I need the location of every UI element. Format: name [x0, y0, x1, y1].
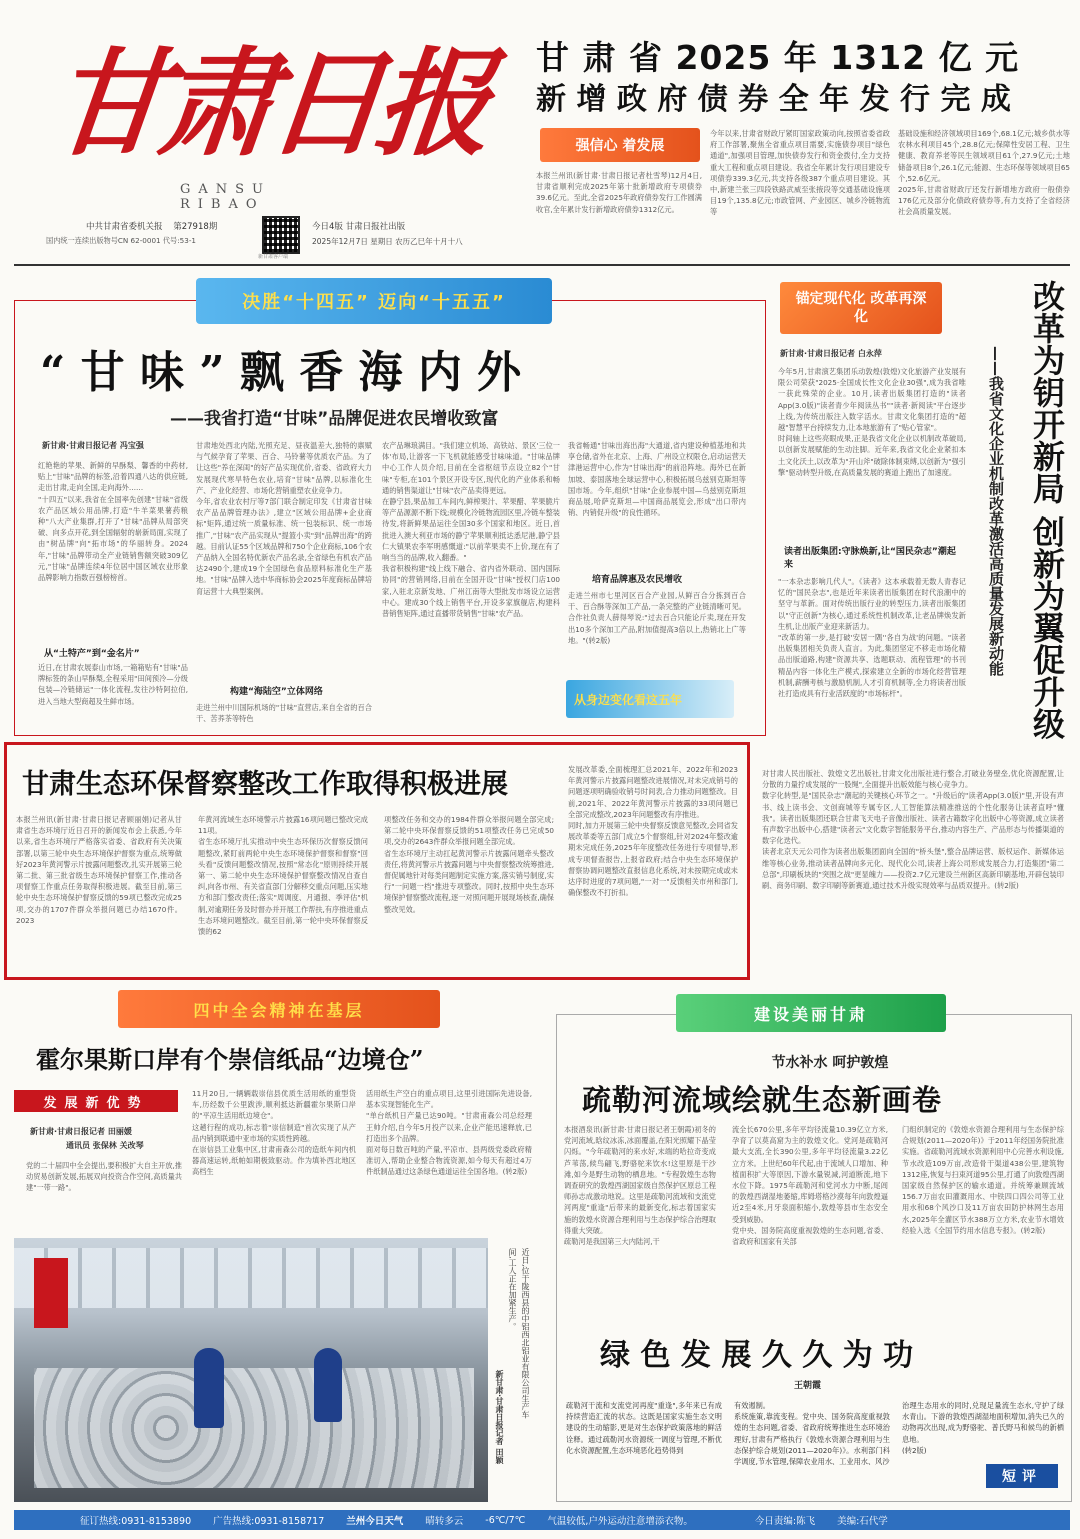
footer-designer: 美编:石代学 — [837, 1516, 888, 1527]
horgos-banner: 四中全会精神在基层 — [118, 990, 440, 1028]
reform-tag: 锚定现代化 改革再深化 — [780, 282, 942, 334]
photo-window-band — [14, 1248, 488, 1308]
eco-col3: 项整改任务和交办的1984件群众举报问题全部完成;第二轮中央环保督察反馈的51项整改任务已完成50项,交办的2643件群众举报问题全部完成。 省生态环境厅主动扛起黄河警示片披露问题牵头整改责任,将黄河警示片披露问题与中央督察整改统筹推进,督促属地针对每类问题制定实施方案,落实销号制度,实行"一问题一档"推进专项整改。同时,按照中央生态环境保护督察整改流程,逐一对照问题开展现场核查,确保整改见效。 — [384, 815, 554, 914]
eco-col4: 发展改革委,全面梳理汇总2021年、2022年和2023年黄河警示片披露问题整改进展情况,对未完成销号的问题逐项明确验收销号时间表,合力推动问题整改。目前,2021年、2022年黄河警示片披露的33项问题已全部完成整改,2023年问题整改有序推进。 同时,加力开展第三轮中央督察反馈意见整改,会同省发展改革委等五部门成立5个督察组,针对2024年整改逾期未完成任务,2025年年度整改任务进行专项督导,形成专项督查报告,上报省政府;结合中央生态环境保护督察协调问题整改直报信息化系统,对未按期完成或未达序时进度的7项问题,"一对一"反馈相关市州和部门,确保整改不打折扣。 — [568, 765, 738, 898]
ganwei-col1b: 近日,在甘肃农展泰山市场,一箱箱贴有"甘味"品牌标签的条山早酥梨,全程采用"田间预冷—分级包装—冷链储运"一体化流程,发往沙特阿拉伯,进入当地大型商超及生鲜市场。 — [38, 663, 188, 706]
masthead-issue: 第27918期 — [173, 222, 218, 232]
ganwei-col4: 我省畅通"甘味出海出海"大通道,省内建设种植基地和共享仓储,省外在北京、上海、广州设立权限仓,启动运营天津港运营中心,作为"甘味出海"的前沿阵地。海外已在新加坡、泰国落地全球运营中心,积极拓展乌兹别克斯坦等国市场。今年,组织"甘味"企业参展中国—乌兹别克斯坦商品展,哈萨克斯坦—中国商品展览会,形成"出口带内销、内销促升级"的良性循环。 — [568, 441, 746, 518]
horgos-tag: 发展新优势 — [14, 1090, 178, 1112]
shule-col2: 流全长670公里,多年平均径流量10.39亿立方米,孕育了以莫高窟为主的敦煌文化。党河是疏勒河最大支流,全长390公里,多年平均径流量3.22亿立方米。上世纪60年代起,由于流域人口增加、种植面积扩大等原因,下游水量锐减,河道断流,地下水位下降。1975年疏勒河和党河水力中断,尾闾的敦煌西湖湿地萎缩,库姆塔格沙漠每年向敦煌逼近2至4米,月牙泉面积缩小,敦煌等县市生态安全受到威胁。 党中央、国务院高度重视敦煌的生态问题,省委、省政府和国家有关部 — [732, 1125, 888, 1247]
lead-col3: 基础设施和经济领域项目169个,68.1亿元;城乡供水等农林水利项目45个,28.8亿元;保障性安居工程、卫生健康、教育养老等民生领域项目61个,27.9亿元;土地储备项目8个,26.1亿元;能源、生态环保等领域项目65个,52.6亿元。 2025年,甘肃省财政厅还发行新增地方政府一般债券176亿元及部分化债政府债券等,有力支持了全省经济社会高质量发展。 — [898, 129, 1070, 217]
horgos-col2: 11月20日,一辆辆载崇信县优质生活用纸的重型货车,历经数千公里跋涉,顺利抵达新疆霍尔果斯口岸的"平凉生活用纸边境仓"。 这趟行程的成功,标志着"崇信制造"首次实现了从产品内销到联通中亚市场的实质性跨越。 在崇信县工业集中区,甘肃甫森公司的造纸车间内机器高速运转,纸帕如期极致驱动。作为填补西北地区高档生 — [192, 1089, 356, 1177]
green-col2: 有效遏制。 系统施策,靠流变程。党中央、国务院高度重视敦煌的生态问题,省委、省政府统筹推进生态环境治理好,甘肃有严格执行《敦煌水资源合理利用与生态保护综合规划(2011—2020年)》。水利部门科学调度,节水管理,保障农业用水、工业用水、风沙 — [734, 1401, 890, 1467]
ganwei-byline: 新甘肃·甘肃日报记者 冯宝强 — [42, 441, 144, 450]
photo-aluminum-rolls — [34, 1368, 474, 1488]
shule-kicker: 节水补水 呵护敦煌 — [771, 1055, 889, 1071]
masthead-logo: 甘肃日报 — [44, 36, 492, 172]
reform-col-a-sub: 读者出版集团:守脉焕新,让“国民杂志”潮起来 — [784, 547, 956, 570]
footer-weather-tip: 气温较低,户外运动注意增添衣物。 — [547, 1516, 693, 1527]
green-byline: 王朝霞 — [794, 1381, 822, 1391]
footer-weather-label: 兰州今日天气 — [346, 1516, 404, 1527]
eco-col1: 本报兰州讯(新甘肃·甘肃日报记者顾丽娟)记者从甘肃省生态环境厅近日召开的新闻发布会上获悉,今年以来,省生态环境厅严格落实省委、省政府有关决策部署,以第三轮中央生态环境保护督察为重点,统筹做好2023年黄河警示片披露问题整改,扎实开展第三轮第二批、第三批省级生态环境保护督察工作,推动各项督察工作重点任务取得积极进展。截至目前,第三轮中央生态环境保护督察反馈的59项已整改完成25项,交办的1707件群众举报问题已办结1670件。2023 — [16, 815, 182, 925]
shule-banner: 建设美丽甘肃 — [676, 994, 946, 1032]
factory-photo — [14, 1238, 488, 1502]
photo-credit: 新甘肃·甘肃日报记者 田颖 — [495, 1370, 504, 1464]
ganwei-col2-sub: 构建“海陆空”立体网络 — [230, 687, 323, 697]
ganwei-col1: 红艳艳的苹果、新鲜的早酥梨、馨香的中药材,贴上"甘味"品牌的标签,沿着四通八达的供应链,走出甘肃,走向全国,走向海外…… "十四五"以来,我省在全国率先创建"甘味"省级农产品区域公用品牌,打造"牛羊菜果薯药粮种"八大产业集群,打开了"甘味"品牌从局部突破、向多点开花,到全国辐射的崭新局面,实现了由"树品牌"向"拓市场"的华丽转身。2024年,"甘味"品牌带动全产业链销售额突破309亿元,"甘味"品牌连续4年位居中国区域农业形象品牌影响力指数百强榜榜首。 — [38, 461, 188, 583]
footer-subscribe: 征订热线:0931-8153890 — [80, 1516, 192, 1527]
footer-editor: 今日责编:陈飞 — [754, 1516, 816, 1527]
horgos-col1: 党的二十届四中全会提出,要积极扩大自主开放,推动贸易创新发展,拓展双向投资合作空间,高质量共建"一带一路"。 — [26, 1161, 182, 1193]
photo-tag-train — [566, 680, 734, 718]
photo-worker-2 — [314, 1348, 342, 1422]
lead-col2: 今年以来,甘肃省财政厅紧盯国家政策动向,按照省委省政府工作部署,聚焦全省重点项目需要,实施债券项目"绿色通道",加强项目管理,加快债券发行和资金拨付,全力支持重大工程和重点项目建设。我省全年累计发行项目建设专项债券339.3亿元,共支持各级387个重点项目建设。其中,新建兰张三四段铁路武威至张掖段等交通基础设施项目19个,135.8亿元;市政管网、产业园区、城乡冷链物流等 — [710, 129, 890, 217]
masthead-date: 2025年12月7日 星期日 农历乙巳年十月十八 — [312, 237, 463, 246]
footer-ads: 广告热线:0931-8158717 — [213, 1516, 325, 1527]
eco-col2: 年黄河流域生态环境警示片披露16项问题已整改完成11项。 省生态环境厅扎实推动中央生态环保历次督察反馈问题整改,紧盯前两轮中央生态环境保护督察和督察"回头看"反馈问题整改情况,按照"常态化"原则持续开展第一、第二轮中央生态环境保护督察整改情况自查自纠,向各市州、有关省直部门分解移交重点问题,压实地方和部门整改责任;落实"周调度、月通报、季评估"机制,对逾期任务及时督办并开展工作帮扶,有序推进重点生态环境问题整改。截至目前,第一轮中央环保督察反馈的62 — [198, 815, 368, 937]
reform-vertical-sub: ——我省文化企业机制改革激活高质量发展新动能 — [987, 346, 1005, 676]
horgos-col3: 活用纸生产空白的重点项目,这里引进国际先进设备,基本实现智能化生产。 "单台纸机日产量已达90吨。"甘肃甫森公司总经理王帅介绍,自今年5月投产以来,企业产能迅速释放,已打造出多个品牌。 面对每日数百吨的产量,平凉市、县两级党委政府精准切入,帮助企业整合物流资源,如今每天有超过4万件纸制品通过这条绿色通道运往全国各地。(转2版) — [366, 1089, 532, 1177]
footer-weather: 晴转多云 — [425, 1516, 464, 1527]
ganwei-col3: 农产品琳琅满目。"我们建立机场、高铁站、景区'三位一体'布局,让游客一下飞机就能感受甘味味道。"甘味品牌中心工作人员介绍,目前在全省枢纽节点设立82个"甘味"专柜,在101个景区开设专区,现代化的产业体系和畅通的销售渠道让"甘味"农产品卖得更远。 在静宁县,果品加工车间内,鲜榨果汁、苹果醋、苹果脆片等产品源源不断下线;规模化冷链物流园区里,冷链车整装待发,将新鲜果品运往全国30多个国家和地区。近日,首批进入澳大利亚市场的静宁苹果顺利抵达悉尼港,静宁县仁大镇果农李军明感慨道:"以前苹果卖不上价,现在有了响当当的品牌,收入翻番。" 我省积极构建"线上线下融合、省内省外联动、国内国际协同"的营销网络,目前在全国开设"甘味"授权门店100家,入驻北京新发地、广州江南等大型批发市场设立运营中心。建成30个线上销售平台,开设多家旗舰店,构建科普销售矩阵,通过直播带货销售"甘味"农产品。 — [382, 441, 560, 619]
section-banner: 决胜“十四五” 迈向“十五五” — [196, 278, 552, 324]
green-col1: 疏勒河干流和支流党河再度"重逢",多年来已有成持续营造汇流的状态。这既是国家实施生态文明建设的生动缩影,更是对生态保护政策落地的鲜活诠释。通过疏勒河水资源统一调度与管理,不断优化水资源配置,生态环境恶化趋势得到 — [566, 1401, 722, 1455]
masthead-divider — [14, 264, 1070, 266]
qr-caption: 新甘肃客户端 — [258, 254, 289, 260]
ganwei-col2: 甘肃地处西北内陆,光照充足、昼夜温差大,独特的禀赋与气候孕育了苹果、百合、马铃薯等优质农产品。为了让这些"养在深闺"的好产品实现优价,省委、省政府大力发展现代寒旱特色农业,培育"甘味"品牌,以标准化生产、产业化经营、市场化营销重塑农业竞争力。 今年,省农业农村厅等7部门联合制定印发《甘肃省甘味农产品品牌管理办法》,建立"区域公用品牌+企业商标"矩阵,通过统一质量标准、统一包装标识、统一市场推广,"甘味"农产品实现从"提篮小卖"到"品牌出海"的跨越。目前认证55个区域品牌和750个企业商标,106个农产品纳入全国名特优新农产品名录,全省绿色有机农产品达2490个,建成19个全国绿色食品原料标准化生产基地。"甘味"品牌入选中华商标协会2025年度商标品牌培育运营十大典型案例。 — [196, 441, 372, 596]
masthead-pinyin: GANSU RIBAO — [180, 182, 272, 212]
footer-temp: -6℃/7℃ — [485, 1514, 526, 1526]
horgos-headline: 霍尔果斯口岸有个崇信纸品“边境仓” — [36, 1045, 424, 1074]
masthead-org: 中共甘肃省委机关报 — [86, 222, 163, 232]
masthead-edition: 今日4版 甘肃日报社出版 — [312, 222, 406, 232]
lead-headline-2: 新 增 政 府 债 券 全 年 发 行 完 成 — [536, 82, 1011, 117]
qr-code — [262, 216, 300, 254]
shule-col3: 门组织制定的《敦煌水资源合理利用与生态保护综合规划(2011—2020年)》于2011年经国务院批准实施。省疏勒河流域水资源利用中心完善水利设施,节水改造109万亩,改造骨干渠道438公里,建筑物1312座,恢复与扫束河道95公里,打通了向敦煌西湖国家级自然保护区的输水通道。并统筹兼顾流域156.7万亩农田灌溉用水、中铁四口四公司等工业用水和68个风沙口及11万亩农田防护林网生态用水,2025年全灌区节水388万立方米,农业节水增效经验入选《全国节约用水信息专报》。(转2版) — [902, 1125, 1064, 1235]
ganwei-col4b: 走进兰州市七里河区百合产业园,从鲜百合分拣到百合干、百合酥等深加工产品,一条完整的产业链清晰可见。合作社负责人薛得琴说:"过去百合只能论斤卖,现在开发出10多个深加工产品,附加值提高3倍以上,热销北上广等地。"(转2版) — [568, 591, 746, 645]
photo-worker — [194, 1348, 224, 1428]
masthead — [0, 0, 1080, 262]
horgos-byline1: 新甘肃·甘肃日报记者 田丽媛 — [30, 1127, 132, 1136]
ganwei-col2b: 走进兰州中川国际机场的"甘味"直营店,来自全省的百合干、苦荞茶等特色 — [196, 703, 372, 724]
reform-byline: 新甘肃·甘肃日报记者 白永萍 — [780, 349, 882, 358]
green-col3: 治理生态用水的同时,兑现足量流生态水,守护了绿水青山。下游的敦煌西湖湿地面积增加,消失已久的动物再次出现,成为野骆驼、普氏野马和候鸟的新栖息地。 (转2版) — [902, 1401, 1064, 1455]
green-tag: 短评 — [986, 1464, 1058, 1488]
ganwei-headline: “ 甘 味 ” 飘 香 海 内 外 — [40, 347, 522, 398]
photo-tag-train-text: 从身边变化看这五年 — [574, 692, 683, 707]
green-headline: 绿 色 发 展 久 久 为 功 — [600, 1338, 914, 1373]
photo-red-sign — [34, 1258, 68, 1328]
footer-bar — [14, 1510, 1070, 1530]
masthead-serial: 国内统一连续出版物号CN 62-0001 代号:53-1 — [46, 236, 196, 245]
masthead-org-line — [86, 220, 217, 232]
reform-col-a2: "一本杂志影响几代人"。《读者》这本承载着无数人青春记忆的"国民杂志",也是近年来读者出版集团在时代浪潮中的坚守与革新。面对传统出版行业的转型压力,读者出版集团以"守正创新"为核心,通过系统性机制改革,让老品牌焕发新生机,让出版产业迎来新活力。 "改革的第一步,是打破'安居一隅''各自为战'的问题。"读者出版集团相关负责人直言。为此,集团坚定不移走市场化精品出版道路,构建"资源共享、选题联动、流程管理"的书刊精品内容一体化生产模式,探索建立全新的市场化经营管理机制,薪酬考核与激励机制,人才引育机制等,全力将读者出版社打造成具有行业活跃度的"市场标杆"。 — [778, 577, 966, 699]
lead-headline-1: 甘 肃 省 2025 年 1312 亿 元 — [536, 38, 1020, 77]
ganwei-col1-sub: 从“土特产”到“金名片” — [44, 649, 140, 659]
photo-caption: 近日,位于陇西县的中铝西北铝业有限公司生产车间,工人正在加紧生产。 — [508, 1248, 530, 1419]
lead-tag: 强信心 着发展 — [540, 128, 700, 162]
reform-col-b: 对甘肃人民出版社、敦煌文艺出版社,甘肃文化出版社进行整合,打破业务壁垒,优化资源配置,让分散的力量拧成发展的"一股绳",全面提升出版效能与核心竞争力。 数字化转型,是"国民杂志"潮起的关键核心环节之一。"升级后的"读者App(3.0版)"里,开设有声书、线上读书会、文创商城等专属专区,人工智能算法精准推送的个性化服务让读者直呼"懂我"。读者出版集团还联合甘肃飞天电子音像出版社、读者古籍数字化出版中心等资源,成立读者有声数字出版中心,搭建"读者云"文化数字智能服务平台,推动内容生产、产品形态与传播渠道的数字化迭代。 读者北京天元公司作为读者出版集团面向全国的"桥头堡",整合品牌运营、版权运作、新媒体运维等核心业务,推动读者品牌向多元化、现代化公司,读者上海公司形成发展合力,打造集团"第二总部",印刷板块的"突围之战"更显魄力——投资2.7亿元建设兰州新区高新印刷基地,开辟包装印刷、商务印刷、数字印刷等新赛道,通过技术升级实现效率与品质双提升。(转2版) — [762, 769, 1064, 891]
horgos-byline2: 通讯员 张保林 关改琴 — [66, 1141, 144, 1150]
shule-headline: 疏勒河流域绘就生态新画卷 — [582, 1083, 943, 1117]
eco-headline: 甘肃生态环保督察整改工作取得积极进展 — [22, 769, 508, 800]
ganwei-col4-sub: 培育品牌惠及农民增收 — [592, 575, 683, 585]
lead-col1: 本报兰州讯(新甘肃·甘肃日报记者杜雪琴)12月4日,甘肃省顺利完成2025年第十批新增政府专项债券39.6亿元。至此,全省2025年政府债券发行工作圆满收官,全年累计发行新增政府债券1312亿元。 — [536, 171, 702, 214]
reform-col-a: 今年5月,甘肃演艺集团乐动敦煌(敦煌)文化旅游产业发展有限公司荣获"2025·全国成长性文化企业30强",成为我省唯一获此殊荣的企业。10月,读者出版集团打造的"读者App(3.0版)"读者青少年阅读丛书""读者·新阅读"平台逐步上线,为传统出版注入数字活水。甘肃文化集团打造的"超越"智慧平台持续发力,让本地旅游有了"贴心管家"。 时间轴上这些亮眼成果,正是我省文化企业以机制改革破局,以创新发展赋能的生动注脚。近年来,我省文化企业紧扣本土文化沃土,以改革为"开山斧"破除体制束缚,以创新为"强引擎"驱动转型升级,在高质量发展的赛道上跑出了加速度。 — [778, 367, 966, 477]
ganwei-subhead: ——我省打造“甘味”品牌促进农民增收致富 — [170, 409, 499, 429]
reform-vertical-headline: 改革为钥开新局 创新为翼促升级 — [1028, 280, 1066, 740]
shule-col1: 本报酒泉讯(新甘肃·甘肃日报记者王朝霞)初冬的党河流域,晗纹冰冻,冰面覆盖,在阳光照耀下晶莹闪烁。"今年疏勒河的来水好,末端的哈拉奇变成芦苇荡,候鸟翩飞,野骆驼来饮水!这里原是干沙滩,如今是野生动物的栖息地。"专程敦煌生态物调查研究的敦煌西湖国家级自然保护区原总工程师孙志成激动地说。这里是疏勒河流域和支流党河两度"重逢"后带来的最新变化,标志着国家实施的敦煌水资源合理利用与生态保护综合治理取得重大突破。 疏勒河是我国第三大内陆河,干 — [564, 1125, 716, 1247]
